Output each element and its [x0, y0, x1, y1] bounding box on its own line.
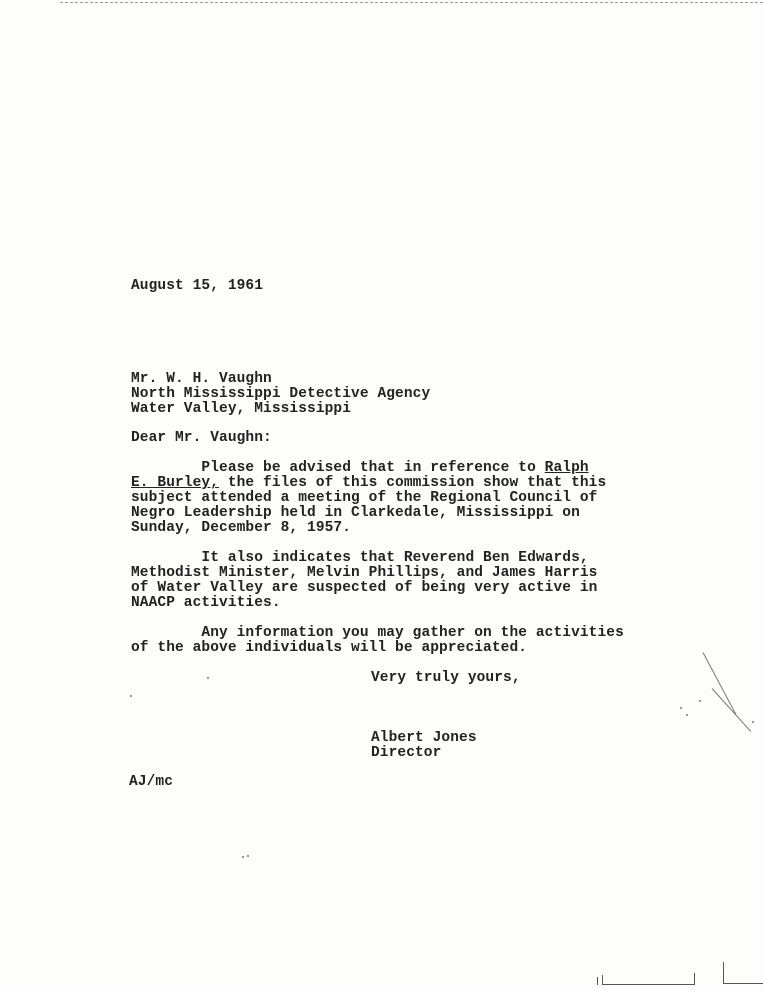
signer-name: Albert Jones [371, 730, 477, 746]
paragraph-2-line-4: NAACP activities. [131, 595, 281, 611]
recipient-name: Mr. W. H. Vaughn [131, 371, 272, 387]
recipient-organization: North Mississippi Detective Agency [131, 386, 431, 402]
complimentary-closing: Very truly yours, [371, 670, 521, 686]
paragraph-1-line-4: Negro Leadership held in Clarkedale, Mississippi on [131, 505, 580, 521]
signer-title: Director [371, 745, 442, 761]
subject-name-part-1: Ralph [544, 460, 589, 476]
scan-speck [242, 856, 244, 858]
scan-speck [130, 695, 132, 697]
reference-initials: AJ/mc [129, 774, 174, 790]
paragraph-2-line-3: of Water Valley are suspected of being very active in [131, 580, 598, 596]
paragraph-3-line-2: of the above individuals will be appreciated. [131, 640, 528, 656]
scan-speck [247, 855, 249, 857]
paragraph-1-line-2-text: the files of this commission show that this [219, 475, 607, 491]
scan-speck [207, 677, 209, 679]
scan-top-edge [60, 2, 763, 3]
paragraph-1-line-3: subject attended a meeting of the Regional Council of [131, 490, 598, 506]
subject-name-part-2: E. Burley, [131, 475, 220, 491]
paragraph-1-line-1 [131, 461, 589, 476]
paragraph-2-line-1: It also indicates that Reverend Ben Edwards, [131, 550, 589, 566]
letter-date: August 15, 1961 [131, 278, 264, 294]
recipient-location: Water Valley, Mississippi [131, 401, 352, 417]
paragraph-2-line-2: Methodist Minister, Melvin Phillips, and James Harris [131, 565, 598, 581]
salutation: Dear Mr. Vaughn: [131, 430, 272, 446]
paragraph-3-line-1: Any information you may gather on the activities [131, 625, 624, 641]
paragraph-1-line-1-text: Please be advised that in reference to [131, 460, 545, 476]
paragraph-1-line-2 [131, 476, 606, 491]
paragraph-1-line-5: Sunday, December 8, 1957. [131, 520, 352, 536]
